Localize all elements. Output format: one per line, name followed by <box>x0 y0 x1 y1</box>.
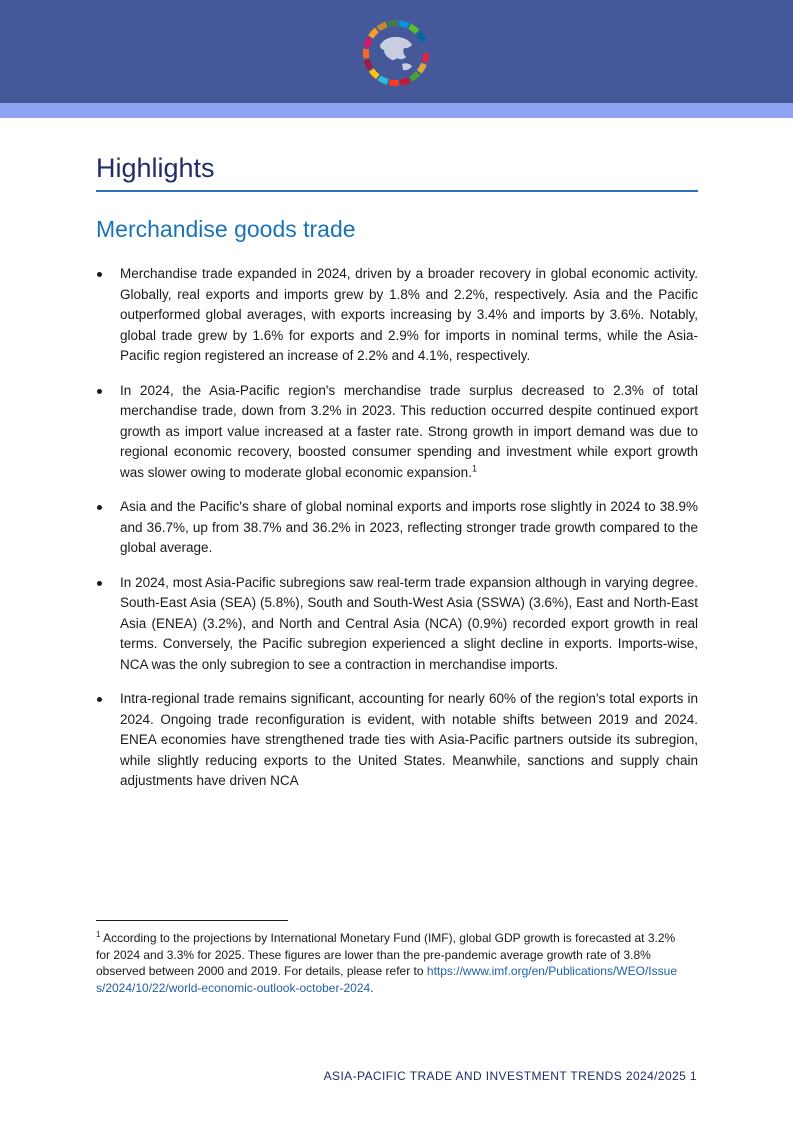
asia-pacific-globe-logo-icon <box>362 19 430 87</box>
bullet-icon <box>97 581 102 586</box>
section-heading: Merchandise goods trade <box>96 216 356 242</box>
running-footer: ASIA-PACIFIC TRADE AND INVESTMENT TRENDS 2024/2025 1 <box>323 1069 697 1083</box>
list-item <box>96 497 698 559</box>
footnote <box>96 930 686 996</box>
bullet-text: In 2024, most Asia-Pacific subregions saw real-term trade expansion although in varying degree. South-East Asia (SEA) (5.8%), South and South-West Asia (SSWA) (3.6%), East and North-East Asia (ENEA) (3.2%), and North and Central Asia (NCA) (0.9%) recorded export growth in real terms. Conversely, the Pacific subregion experienced a slight decline in exports. Imports-wise, NCA was the only subregion to see a contraction in merchandise imports. <box>120 574 698 672</box>
bullet-icon <box>97 272 102 277</box>
bullet-text: Intra-regional trade remains significant, accounting for nearly 60% of the region's total exports in 2024. Ongoing trade reconfiguration is evident, with notable shifts between 2019 and 2024. ENEA economies have strengthened trade ties with Asia-Pacific partners outside its subregion, while slightly reducing exports to the United States. Meanwhile, sanctions and supply chain adjustments have driven NCA <box>120 691 698 788</box>
page-title: Highlights <box>96 153 215 183</box>
highlights-list <box>96 264 698 806</box>
footnote-separator <box>96 920 288 921</box>
list-item <box>96 573 698 676</box>
footnote-text: According to the projections by International Monetary Fund (IMF), global GDP growth is forecasted at 3.2% for 2024 and 3.3% for 2025. These figures are lower than the pre-pandemic average growth rate of 3.8% observed between 2000 and 2019. For details, please refer to <box>96 931 676 978</box>
bullet-icon <box>97 505 102 510</box>
list-item <box>96 264 698 367</box>
bullet-icon <box>97 389 102 394</box>
footnote-reference[interactable]: 1 <box>471 463 477 473</box>
bullet-text: Asia and the Pacific's share of global nominal exports and imports rose slightly in 2024 to 38.9% and 36.7%, up from 38.7% and 36.2% in 2023, reflecting stronger trade growth compared to the global average. <box>120 499 698 555</box>
footnote-number: 1 <box>96 930 101 939</box>
bullet-icon <box>97 697 102 702</box>
list-item <box>96 381 698 484</box>
bullet-text: Merchandise trade expanded in 2024, driven by a broader recovery in global economic activity. Globally, real exports and imports grew by 1.8% and 2.2%, respectively. Asia and the Pacific outperformed global averages, with exports increasing by 3.4% and imports by 3.6%. Notably, global trade grew by 1.6% for exports and 2.9% for imports in nominal terms, while the Asia-Pacific region registered an increase of 2.2% and 4.1%, respectively. <box>120 266 698 363</box>
bullet-text: In 2024, the Asia-Pacific region's merchandise trade surplus decreased to 2.3% of total merchandise trade, down from 3.2% in 2023. This reduction occurred despite continued export growth as import value increased at a faster rate. Strong growth in import demand was due to regional economic recovery, boosted consumer spending and investment while export growth was slower owing to moderate global economic expansion. <box>120 382 698 480</box>
list-item <box>96 689 698 792</box>
footnote-end: . <box>370 980 374 995</box>
header-stripe <box>0 103 793 118</box>
title-underline <box>96 190 698 192</box>
footnote-link[interactable]: https://www.imf.org/en/Publications/WEO/Issues/2024/10/22/world-economic-outlook-october-2024 <box>96 964 677 995</box>
